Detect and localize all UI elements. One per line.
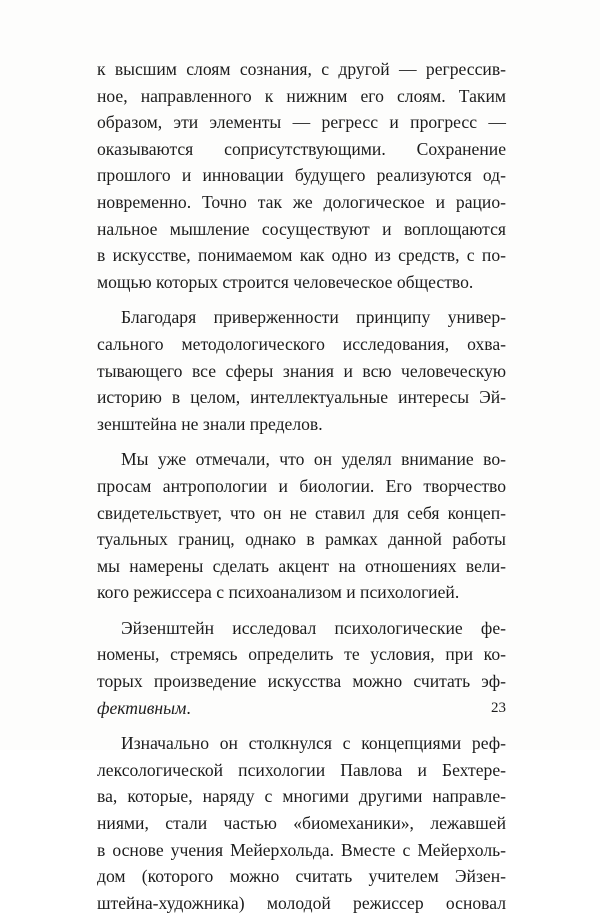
text-line: оказываются соприсутствующими. Сохранение <box>97 138 506 159</box>
text-line: Эйзенштейн исследовал психологические фе- <box>121 617 506 638</box>
text-line: свидетельствует, что он не ставил для себя концеп- <box>97 502 506 523</box>
text-line: зенштейна не знали пределов. <box>97 413 323 434</box>
text-line: в основе учения Мейерхольда. Вместе с Мейерхоль- <box>97 839 506 860</box>
text-line <box>97 695 506 722</box>
text-line: просам антропологии и биологии. Его творчество <box>97 475 506 496</box>
text-line: Благодаря приверженности принципу универ- <box>121 307 506 328</box>
text-line: в искусстве, понимаемом как одно из средств, с по- <box>97 245 506 266</box>
text-line: мощью которых строится человеческое общество. <box>97 271 474 292</box>
text-line: Мы уже отмечали, что он уделял внимание во- <box>121 449 506 470</box>
text-line: историю в целом, интеллектуальные интересы Эй- <box>97 387 506 408</box>
text-line: кого режиссера с психоанализом и психологией. <box>97 582 460 603</box>
body-text <box>97 56 506 916</box>
paragraph <box>97 304 506 437</box>
page-number: 23 <box>491 700 506 716</box>
text-line: прошлого и инновации будущего реализуются од- <box>97 165 506 186</box>
text-line: туальных границ, однако в рамках данной работы <box>97 529 506 550</box>
paragraph <box>97 730 506 916</box>
text-line: номены, стремясь определить те условия, при ко- <box>97 644 506 665</box>
text-line: ниями, стали частью «биомеханики», лежавшей <box>97 813 506 834</box>
paragraph <box>97 56 506 295</box>
text-line: сального методологического исследования, охва- <box>97 333 506 354</box>
text-line: лексологической психологии Павлова и Бехтере- <box>97 759 506 780</box>
text-line: Изначально он столкнулся с концепциями реф- <box>121 733 506 754</box>
text-line: мы намерены сделать акцент на отношениях вели- <box>97 555 506 576</box>
text-line: нальное мышление сосуществуют и воплощаются <box>97 218 506 239</box>
text-line: тывающего все сферы знания и всю человеческую <box>97 360 506 381</box>
text-line: торых произведение искусства можно считать эф- <box>97 671 506 692</box>
text-line: ное, направленного к нижним его слоям. Таким <box>97 85 506 106</box>
text-line: штейна-художника) молодой режиссер основал <box>97 892 506 913</box>
text-line: дом (которого можно считать учителем Эйзен- <box>97 866 506 887</box>
punctuation: . <box>186 697 191 718</box>
text-line: к высшим слоям сознания, с другой — регрессив- <box>97 59 506 79</box>
paragraph <box>97 615 506 721</box>
italic-word: фективным <box>97 697 187 718</box>
text-line: ва, которые, наряду с многими другими направле- <box>97 786 506 807</box>
text-line: новременно. Точно так же дологическое и рацио- <box>97 191 506 212</box>
paragraph <box>97 446 506 606</box>
text-line: образом, эти элементы — регресс и прогресс — <box>97 112 506 133</box>
